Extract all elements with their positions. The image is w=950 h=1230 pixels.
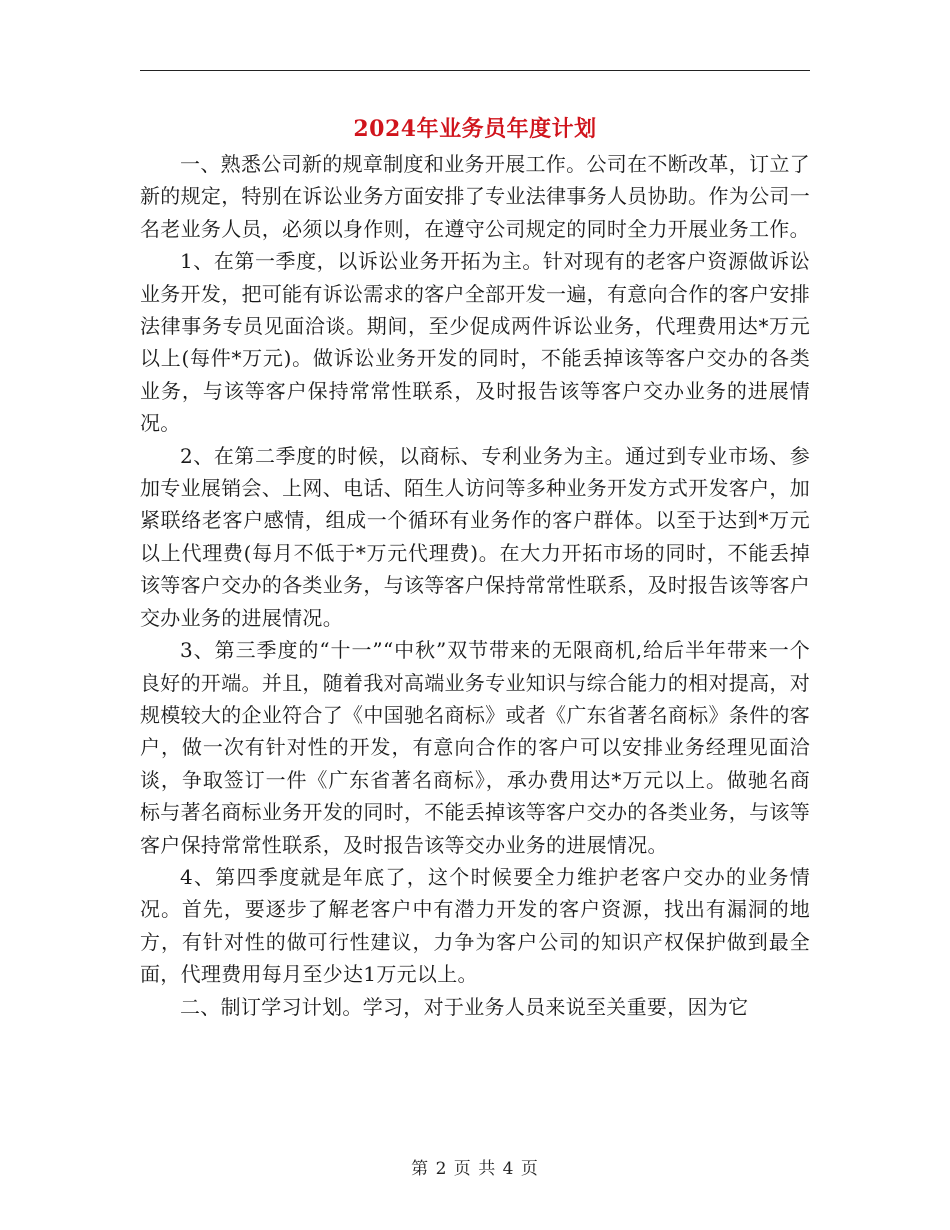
paragraph-q2-plan: 2、在第二季度的时候，以商标、专利业务为主。通过到专业市场、参加专业展销会、上网、电话、陌生人访问等多种业务开发方式开发客户，加紧联络老客户感情，组成一个循环有业务作的客户群体。以至于达到*万元以上代理费(每月不低于*万元代理费)。在大力开拓市场的同时，不能丢掉该等客户交办的各类业务，与该等客户保持常常性联系，及时报告该等客户交办业务的进展情况。 [140,443,810,630]
document-title: 2024年业务员年度计划 [353,116,597,142]
header-rule [140,70,810,71]
paragraph-section-1-intro: 一、熟悉公司新的规章制度和业务开展工作。公司在不断改革，订立了新的规定，特别在诉讼业务方面安排了专业法律事务人员协助。作为公司一名老业务人员，必须以身作则，在遵守公司规定的同时全力开展业务工作。 [140,152,810,241]
paragraph-section-2-intro: 二、制订学习计划。学习，对于业务人员来说至关重要，因为它 [180,994,749,1019]
paragraph-q4-plan: 4、第四季度就是年底了，这个时候要全力维护老客户交办的业务情况。首先，要逐步了解老客户中有潜力开发的客户资源，找出有漏洞的地方，有针对性的做可行性建议，力争为客户公司的知识产权保护做到最全面，代理费用每月至少达1万元以上。 [140,864,810,987]
page-number-footer: 第 2 页 共 4 页 [411,1159,539,1179]
paragraph-q1-plan: 1、在第一季度，以诉讼业务开拓为主。针对现有的老客户资源做诉讼业务开发，把可能有诉讼需求的客户全部开发一遍，有意向合作的客户安排法律事务专员见面洽谈。期间，至少促成两件诉讼业务，代理费用达*万元以上(每件*万元)。做诉讼业务开发的同时，不能丢掉该等客户交办的各类业务，与该等客户保持常常性联系，及时报告该等客户交办业务的进展情况。 [140,249,810,436]
document-body [140,148,810,1023]
paragraph-q3-plan: 3、第三季度的“十一”“中秋”双节带来的无限商机,给后半年带来一个良好的开端。并且，随着我对高端业务专业知识与综合能力的相对提高，对规模较大的企业符合了《中国驰名商标》或者《广东省著名商标》条件的客户，做一次有针对性的开发，有意向合作的客户可以安排业务经理见面洽谈，争取签订一件《广东省著名商标》，承办费用达*万元以上。做驰名商标与著名商标业务开发的同时，不能丢掉该等客户交办的各类业务，与该等客户保持常常性联系，及时报告该等交办业务的进展情况。 [140,638,810,857]
